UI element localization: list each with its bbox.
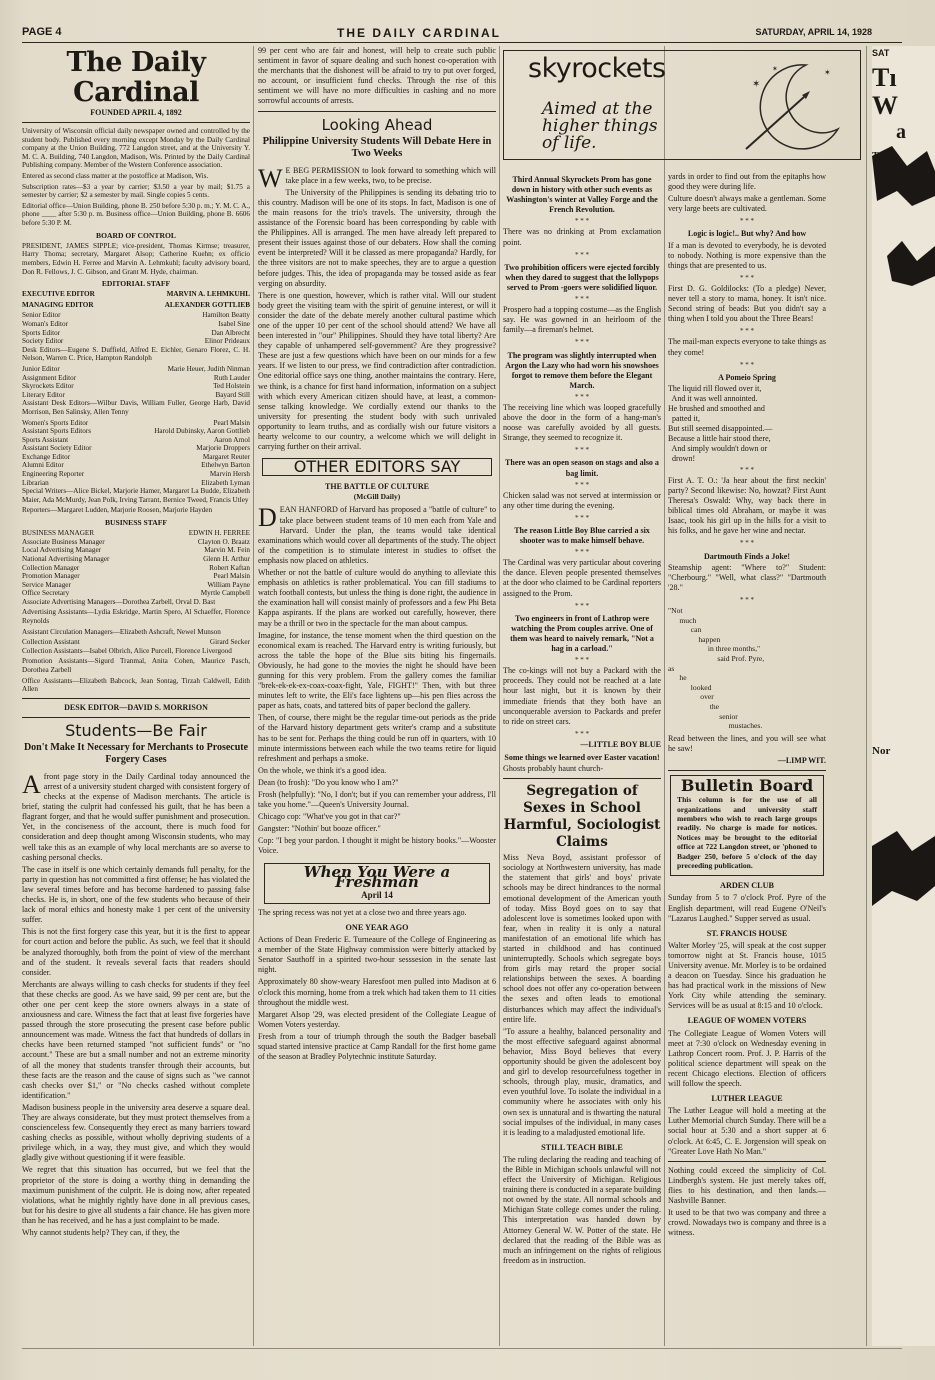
staff-row [22,419,250,428]
staff-role: Senior Editor [22,311,61,320]
separator: * * * [740,217,754,226]
staff-row [22,382,250,391]
staff-name: Marjorie Droppers [196,444,250,453]
divider [22,717,250,718]
staff-role: Sports Assistant [22,435,69,444]
staff-row [22,589,250,598]
edge-header: SAT [872,48,890,58]
staff-row [22,529,250,538]
staff-name: Harold Dubinsky, Aaron Gottlieb [154,427,250,436]
staff-row [22,581,250,590]
notice-heading: ST. FRANCIS HOUSE [706,928,788,938]
separator: * * * [740,327,754,336]
ato-joke: First A. T. O.: 'Ja hear about the first neckin' party? Second likewise: No, howzat? First Aunt Theresa's Oswald: Why, way back there in biblical times old Abraham, or maybe it was Isaac, took his girl up in the hills for a visit to his folks, and he gave her wine and nectar. [668,475,826,536]
skyrockets-item: The reason Little Boy Blue carried a six shooter was to make himself behave. [514,526,650,546]
staff-role: Women's Sports Editor [22,418,89,427]
masthead-title: The Daily Cardinal [66,47,206,108]
staff-name: William Payne [207,580,250,589]
staff-row [22,329,250,338]
business-heading: BUSINESS STAFF [104,518,168,528]
staff-role: Assistant Sports Editors [22,427,92,436]
other-para: Gangster: "Nothin' but booze officer." [258,824,381,834]
footer-rule [22,1348,902,1349]
skyrockets-item: Two prohibition officers were ejected forcibly when they dared to suggest that the lollypops served to Prom -goers were solidified liquor. [504,262,660,292]
staff-row [22,311,250,320]
staff-name: Isabel Sine [218,319,250,328]
other-para-0: DEAN HANFORD of Harvard has proposed a "battle of culture" to take place between student teams of 10 men each from Yale and Harvard. Under the plan, the teams would take identical examinations which would cover all departments of the study. The object of the competition is to stimulate interest in studies to offset the emphasis now placed on athletics. [258,503,496,565]
separator: * * * [575,338,589,347]
freshman-para: Approximately 80 show-weary Haresfoot men pulled into Madison at 6 o'clock this morning, home from a trek which had taken them to 11 cities throughout the middle west. [258,977,496,1007]
company-joke: It used to be that two was company and three a crowd. Nowadays two is company and three is a witness. [668,1208,826,1238]
students-headline: Students—Be Fair [65,720,207,740]
poem-head: A Pomeio Spring [718,372,776,382]
notice-heading: ARDEN CLUB [720,881,774,891]
skyrockets-item: The Cardinal was very particular about covering the dance. Eleven people presented themselves at the door who claimed to be Cardinal reporters assigned to the Prom. [503,558,661,598]
looking-para: The University of the Philippines is sending its debating trio to this country. Madison will be one of its stops. In fact, Madison is one of the main reasons for the trio's travels. The university, through the assistance of the Forensic board has been corresponding by cable with the Philippines. All is arranged. The men have already left prepared to present their issues against those of our debaters. How shall the coming event be interpreted? Will it be classed as mere propaganda? Hardly, for the three visitors are not to make speeches, they are to argue a question before judges. This, the idea of propaganda may be tossed aside as fear verging on absurdity. [258,187,496,288]
staff-role: Associate Business Manager [22,537,105,546]
students-para: Madison business people in the university area deserve a square deal. They are always considerate, but they must protect themselves from a conscienceless few. Consequently they erect as many barriers toward cashing checks as possible, without wholly depriving students of a privilege which, in a way, they must give, and which they would gladly give without questioning if it were feasible. [22,1102,250,1163]
skyrockets-item: Prospero had a topping costume—as the English say. He was gowned in an heirloom of the family—a fireman's helmet. [503,305,661,335]
staff-row [22,453,250,462]
divider [668,770,826,771]
promotion-assistants: Promotion Assistants—Sigurd Tranmal, Anita Cohen, Maurice Pasch, Dorothea Zarbell [22,657,250,675]
bible-heading: STILL TEACH BIBLE [541,1142,623,1152]
separator: * * * [575,729,589,738]
column-4 [668,172,826,1346]
staff-role: Promotion Manager [22,572,80,581]
skyrockets-item: Two engineers in front of Lathrop were watching the Prom couples arrive. One of them was heard to naively remark, "Not a hag in a carload." [510,613,654,654]
circulation-assistants: Assistant Circulation Managers—Elizabeth Ashcraft, Newel Munson [22,627,221,636]
staff-row [22,436,250,445]
dartmouth-joke: Steamship agent: "Where to?" Student: "Cherbourg." "Well, what class?" "Dartmouth '28." [668,562,826,592]
staff-name: Robert Kaftan [209,563,250,572]
staff-row [22,538,250,547]
skyrockets-item: The receiving line which was looped gracefully above the door in the form of a hang-man's noose was carefully avoided by all guests. Strange, they seemed to recognize it. [503,402,661,443]
edge-headline: Tı [872,63,897,93]
skyrockets-closing-text: Ghosts probably haunt church- [503,764,604,774]
skyrockets-item: The co-kings will not buy a Packard with the proceeds. They could not be reached at a late hour last night, but it is known by their immediate friends that they both have an unconquerable aversion to Packards and prefer to ride on street cars. [503,666,661,726]
svg-text:✶: ✶ [772,65,778,73]
divider [258,111,496,112]
staff-row [22,564,250,573]
skyrockets-closing: Some things we learned over Easter vacation! [504,752,660,762]
separator: * * * [575,601,589,610]
staff-name: Pearl Malsin [213,418,250,427]
staff-name: Hamilton Beatty [202,311,250,320]
freshman-headline: When You Were a Freshman [303,862,451,891]
edge-subhead: Nor [872,745,891,757]
header-rule [22,42,902,43]
bulletin-title: Bulletin Board [680,776,814,795]
skyrockets-title: skyrockets [528,53,666,84]
mailman-joke: The mail-man expects everyone to take things as they come! [668,337,826,357]
separator: * * * [740,273,754,282]
other-para: Whether or not the battle of culture would do anything to alleviate this emphasis on athletics is rather problematical. You can fill stadiums to watch football contests, but unless the thing is done right, the audience in the examination hall will consist mainly of professors and a few Phi Beta Kappa aspirants. If the plans are worked out carefully, however, there may be a thrill or two in the spectacle for the man about campus. [258,568,496,628]
skyrockets-signature: —LITTLE BOY BLUE [580,739,661,749]
editorial-heading: EDITORIAL STAFF [101,279,171,289]
editorial-rows [22,311,250,345]
next-page-edge [872,46,935,1346]
segregation-para: "To assure a healthy, balanced personality and the most effective safeguard against abnormal behavior, Miss Boyd believes that every opportunity should be given the adolescent boy and girl to develop resourcefulness together in schools, through play, music, dramatics, and even youthful love. To isolate the individual in a community where he associates with only his own sex is unnatural and is thwarting the natural social impulses of the individual, in many cases it is leading to a maladjusted emotional life. [503,1026,661,1137]
students-para: This is not the first forgery case this year, but it is the first to appear for court action and before the public. As such, we feel that it should be analyzed thoroughly, both from the point of view of the merchant and of the student. It reveals several facts that readers should consider. [22,927,250,977]
freshman-heading: ONE YEAR AGO [345,922,409,932]
column-3 [503,172,661,1346]
skyrockets-item: Third Annual Skyrockets Prom has gone down in history with other such events as Washington's winter at Valley Forge and the French Revolution. [506,175,658,215]
staff-row [22,461,250,470]
separator: * * * [575,513,589,522]
staff-role: Office Secretary [22,589,70,598]
poem-text: The liquid rill flowed over it, And it was well annointed. He brushed and smoothed and patted it, But still seemed disappointed.— Because a little hair stood there, And simply wouldn't down or drown! [668,383,773,463]
staff-name: Myrtle Campbell [200,589,250,598]
other-para: On the whole, we think it's a good idea. [258,765,387,775]
other-subheadline: THE BATTLE OF CULTURE [325,482,429,492]
other-para: Cop: "I beg your pardon. I thought it might be history books."—Wooster Voice. [258,836,496,856]
staff-row [22,374,250,383]
masthead-offices: Editorial office—Union Building, phone B. 250 before 5:30 p. m.; Y. M. C. A., phone ____ after 5:30 p. m. Business office—Union Building, phone B. 6606 before 5:30 P. M. [22,201,250,228]
drop-cap: A [22,769,41,799]
notice-text: Sunday from 5 to 7 o'clock Prof. Pyre of the English department, will read Eugene O'Neil's "Lazarus Laughed." Supper served as usual. [668,893,826,923]
staff-role: Junior Editor [22,364,60,373]
column-1 [22,46,250,1346]
read-lines: Read between the lines, and you will see what he saw! [668,733,826,753]
notice-text: The Collegiate League of Women Voters will meet at 7:30 o'clock on Wednesday evening in Lathrop Concert room. Prof. J. P. Harris of the political science department will speak on the recent Chicago elections. Election of officers will follow the speech. [668,1028,826,1089]
notice-text: The Luther League will hold a meeting at the Luther Memorial church Sunday. There will be a social hour at 5:30 and a short supper at 6 o'clock. At 6:45, C. E. Jorgension will speak on "Greater Love Hath No Man." [668,1106,826,1156]
staff-role: Local Advertising Manager [22,546,102,555]
staff-role: National Advertising Manager [22,554,110,563]
staff-role: Literary Editor [22,390,65,399]
masthead-subscription: Subscription rates—$3 a year by carrier; $3.50 a year by mail; $1.75 a semester by carrier; $2 a semester by mail. Single copies 5 cents. [22,182,250,200]
desk-editors: Desk Editors—Eugene S. Duffield, Alfred E. Eichler, Genaro Florez, C. H. Nelson, Warren C. Price, Hampton Randolph [22,345,250,363]
staff-name: Ethelwyn Barton [201,461,250,470]
staff-name: Marvin M. Fein [204,546,250,555]
freshman-para: Actions of Dean Frederic E. Turneaure of the College of Engineering as a member of the State Highway commission were bitterly attacked by Senator Sauthoff in a spirited two-hour sesssesion in the senate last night. [258,935,496,975]
separator: * * * [740,595,754,604]
staff-name: Marvin Hersh [209,470,250,479]
students-para: Why cannot students help? They can, if they, the [22,1228,180,1238]
staff-row [22,444,250,453]
staff-role: Skyrockets Editor [22,382,74,391]
crescent-moon-icon [736,57,846,155]
skyrockets-banner [503,50,861,168]
staff-role: Service Manager [22,580,71,589]
desk-editor-line: DESK EDITOR—DAVID S. MORRISON [64,702,208,712]
advertising-assistants: Advertising Assistants—Lydia Eskridge, Martin Spero, Al Schaeffer, Florence Reynolds [22,608,250,626]
staff-name: Clayton O. Braatz [197,537,250,546]
lindbergh-joke: Nothing could exceed the simplicity of Col. Lindbergh's system. He just merely takes off, flies to his destination, and then lands.—Nashville Banner. [668,1165,826,1205]
staff-row [22,479,250,488]
separator: * * * [575,480,589,489]
staff-row [22,546,250,555]
masthead-entered: Entered as second class matter at the postoffice at Madison, Wis. [22,172,209,181]
staff-row: Collection Assistant Girard Secker [22,638,250,647]
bible-para: The ruling declaring the reading and teaching of the Bible in Michigan schools unlawful will not effect the University of Michigan. Religious training there is conducted in a separate building not owned by the state. All normal schools and Michigan State college comes under the ruling. This interpretation was handed down by Attorney General W. W. Potter of the state. He declared that the reading of the Bible was as much an infringement on the rights of religious freedom as in instruction. [503,1154,661,1265]
masthead-founded: FOUNDED APRIL 4, 1892 [90,108,182,117]
skyrockets-items [503,175,661,739]
skyrockets-cont: yards in order to find out from the epitaphs how good they were during life. [668,172,826,192]
bulletin-notices [668,881,826,1156]
assistant-desk-editors: Assistant Desk Editors—Wilbur Davis, William Fuller, George Harb, David Morrison, Ben Salinsky, Allen Tenny [22,399,250,416]
students-para: We regret that this situation has occurred, but we feel that the proprietor of the store is doing a worthy thing in demanding the maximum punishment of the culprit. He is doing now, after repeated violations, what he mightly rightly have done in all previous cases, but for his desire to give all students a fair chance. He has given more than he has received, and he has a just complaint to be made. [22,1165,250,1225]
other-para: Dean (to frosh): "Do you know who I am?" [258,777,399,787]
students-para: The case in itself is one which certainly demands full penalty, for the party in question has not committed a first offense; he has violated the law several times before and has become hardened to passing false checks. He is, in short, one of the few students who because of their lack of moral ethics and honesty make 1 per cent of the university suffer. [22,864,250,925]
separator: * * * [575,548,589,557]
segregation-para: Miss Neva Boyd, assistant professor of sociology at Northwestern university, has made the statement that girls' and boys' private schools may be direct hindrances to the normal emotional development of the American youth of today. Miss Boyd goes on to say that adolescent love is sometimes looked upon with fear, when in reality it is only a natural manifestation of an emotional life which has started in childhood and has continued uninterruptedly. Schools which segregate boys from girls may retard the proper social relationships between the sexes. A boarding school does not offer any co-operation between the sexes and often leads to emotional disturbances which may affect the individual's entire life. [503,853,661,1024]
other-para: Chicago cop: "What've you got in that car?" [258,812,401,822]
reporters: Reporters—Margaret Ludden, Marjorie Roosen, Marjorie Hayden [22,506,213,515]
staff-role: Sports Editor [22,328,61,337]
drop-cap: D [258,503,277,533]
svg-text:✶: ✶ [824,68,831,77]
goldilocks-joke: First D. G. Goldilocks: (To a pledge) Never, never tell a story to mama, honey. It isn't nice. Second string of beads: But you didn't say a thing when I told you about the Three Bears! [668,283,826,324]
culture-joke: Culture doesn't always make a gentleman. Some very large beets are cultivated. [668,194,826,214]
skyrockets-tagline: Aimed at the higher things of life. [542,99,658,153]
staff-name: Pearl Malsin [213,572,250,581]
skyrockets-item: The program was slightly interrupted when Argon the Lazy who had worn his snowshoes forgot to remove them before the Elegant March. [505,350,659,390]
separator: * * * [575,392,589,401]
staff-role: Assignment Editor [22,373,77,382]
freshman-date: April 14 [361,889,393,900]
staff-row [22,555,250,564]
students-para-0: Afront page story in the Daily Cardinal today announced the arrest of a university student charged with consistent forgery of checks at the expense of Madison merchants. The article is brief, stating the culprit had confessed his guilt, that he has been a flagrant forger, and that he would suffer punishment and prosecution. Yet, in the conciseness of the account, there is much food for consideration and deep thought among Wisconsin students, who may well take this as an example of why local merchants are so averse to cashing personal checks. [22,769,250,862]
staff-row [22,391,250,400]
torn-paper-shape [872,816,935,936]
separator: * * * [575,250,589,259]
students-para: Merchants are always willing to cash checks for students if they feel that these checks are good. As we have said, 99 per cent are, but the other one per cent keep the store owners always in a state of anxiousness and care. Witness the fact that at least five forgeries have passed through the store prosecuting the present case before public announcement was made. Witness the fact that hundreds of dollars in checks have been returned stamped "not sufficient funds" or "no account." These are but a small number and not an extreme minority of all the money that students transfer through their accounts, but these facts are the reason and the cause of signs such as "we cannot cash checks over $1," or "No checks cashed without complete identification." [22,979,250,1100]
column-divider [664,46,665,1346]
staff-role: BUSINESS MANAGER [22,529,95,538]
office-assistants: Office Assistants—Elizabeth Babcock, Jean Sontag, Tirzah Caldwell, Edith Allen [22,676,250,694]
business-rows [22,529,250,598]
divider [668,1161,826,1162]
masthead-intro: University of Wisconsin official daily newspaper owned and controlled by the student body. Published every morning except Monday by the Daily Cardinal company at the Union Building, 772 Langdon street, and at the University Y. M. C. A. Building, 740 Langdon, Madison, Wis. Printed by the Daily Cardinal Publishing company. Member of the Western Conference association. [22,127,250,170]
staff-name: Aaron Arnol [213,435,250,444]
other-para: Then, of course, there might be the regular time-out periods as the pride of the Harvard history department gets writer's cramp and a substitute has to be sent for. Perhaps the thing could be run off in quarters, with 10 minute intermissions between each while the two teams retire for liquid refreshment and perhaps a smoke. [258,713,496,763]
notice-text: Walter Morley '25, will speak at the cost supper tomorrow night at St. Francis house, 1015 University avenue. Mr. Morley is to be ordained a deacon on Tuesday. Since his graduation he has had practical work in the missions of New York City while attending the seminary. Services will be as usual at 8:15 and 10 o'clock. [668,940,826,1011]
freshman-intro: The spring recess was not yet at a close two and three years ago. [258,907,467,917]
separator: * * * [740,539,754,548]
drop-cap: W [258,163,283,193]
separator: * * * [740,465,754,474]
associate-advertising: Associate Advertising Managers—Dorothea Zarbell, Orval D. Bast [22,597,216,606]
freshman-para: Fresh from a tour of triumph through the south the Badger baseball squad started intensive practice at Camp Randall for the first home game of the season at Bradley Polytechnic institute Saturday. [258,1031,496,1062]
column-divider [499,46,500,1346]
staff-role: Exchange Editor [22,452,71,461]
editorial-rows-2 [22,365,250,399]
separator: * * * [575,217,589,226]
staff-row: EXECUTIVE EDITOR MARVIN A. LEHMKUHL [22,290,250,299]
staff-role: Alumni Editor [22,461,64,470]
torn-paper-shape [872,136,935,296]
staff-name: Ruth Lauder [213,373,250,382]
students-continuation: 99 per cent who are fair and honest, will help to create such public sentiment in favor of square dealing and such honest co-operation with the merchants that the dishonest will be afraid to try to put over forged, no account, or insufficient fund checks. Through the rise of this sentiment we will have no more difficulties in cashing and no more sorrowful accounts of arrests. [258,46,496,106]
staff-name: Margaret Reuter [202,452,250,461]
staff-row [22,427,250,436]
separator: * * * [575,295,589,304]
staff-row [22,337,250,346]
paper-name: THE DAILY CARDINAL [337,26,502,40]
separator: * * * [575,446,589,455]
looking-subheadline: Philippine University Students Will Debate Here in Two Weeks [262,135,492,159]
freshman-para: Margaret Alsop '29, was elected president of the Collegiate League of Women Voters yesterday. [258,1009,496,1029]
column-divider [253,46,254,1346]
staff-name: Dan Albrecht [211,328,250,337]
separator: * * * [575,656,589,665]
staff-name: Elizabeth Lyman [201,478,250,487]
other-editors-headline: OTHER EDITORS SAY [262,458,492,476]
column-2 [258,46,496,1346]
staff-name: Glenn H. Arthur [203,554,250,563]
segregation-headline: Segregation of Sexes in School Harmful, Sociologist Claims [503,783,661,851]
logic-head: Logic is logic!.. But why? And how [687,229,807,239]
issue-date: SATURDAY, APRIL 14, 1928 [755,27,872,37]
staff-row [22,572,250,581]
page-number: PAGE 4 [22,26,62,38]
staff-row [22,365,250,374]
staff-role: Engineering Reporter [22,470,85,479]
edge-headline: W [872,91,898,121]
svg-text:✶: ✶ [752,79,761,90]
staff-name: Bayard Still [215,390,250,399]
notice-heading: LUTHER LEAGUE [711,1094,783,1104]
staff-role: Society Editor [22,337,64,346]
staff-name: Ted Holstein [213,382,250,391]
freshman-box [264,863,490,904]
staff-role: Librarian [22,478,49,487]
divider [22,698,250,699]
control-text: PRESIDENT, JAMES SIPPLE; vice-president, Thomas Kirmse; treasurer, Harry Thoma; secretary, Margaret Alsop; Catherine Kuehn; ex officio members, Edwin H. Ferree and Marvin A. Lehmkuhl; faculty advisory board, Don R. Fellows, J. C. Gibson, and Grant M. Hyde, chairman. [22,241,250,276]
bulletin-intro: This column is for the use of all organizations and university staff members who wish to reach large groups readily. No charge is made for notices. Notices may be brought to the editorial office at 722 Langdon street, or 'phoned to Badger 250, before 5 o'clock of the day preceeding publication. [677,795,817,870]
limp-wit-signature: —LIMP WIT. [777,755,826,765]
staff-role: Assistant Society Editor [22,444,92,453]
page-header [22,26,892,42]
staff-row [22,470,250,479]
divider [22,122,250,123]
staff-row: MANAGING EDITOR ALEXANDER GOTTLIEB [22,300,250,309]
looking-para: There is one question, however, which is rather vital. Will our student body greet the visiting team with the spirit of genuine interest, or will it consider the date of the debate merely another cultural pastime which one of the upper 10 per cent of the school should attend? We have all been interested in "our" Philippines. Should they have total liberty? Are they capable of unhampered self-government? Are they progressive? These are just a few questions which have been on our minds for a few years. If we listen to our press, we find contradiction after contradiction. One editorial office says one thing, another maintains the contrary. Here, we think, is a chance for first hand information, information on a subject with which every American citizen should have, at least, a common-sense talking knowledge. We cordially extend our thanks to the university for presenting the student body with such unrivaled opportunity to learn truths, and as cordially wish our future visitors a hearty welcome to our country, a welcome which we will delight in carrying further on their arrival. [258,290,496,452]
staff-name: Elinor Prideaux [204,337,250,346]
staff-name: EDWIN H. FERREE [188,529,250,538]
control-heading: BOARD OF CONTROL [96,230,176,240]
looking-para-0: W E BEG PERMISSION to look forward to something which will take place in a few weeks, two, to be precise. [258,163,496,193]
edge-headline: a [896,121,906,144]
special-writers: Special Writers—Alice Bickel, Marjorie Hamer, Margaret La Budde, Elizabeth Maier, Ada McMurdy, Jean Polk, Irving Tarrant, Bernice Tweed, Francis Utley [22,487,250,504]
column-divider [866,46,867,1346]
other-para: Imagine, for instance, the tense moment when the third question on the economical exam is reached. The Harvard entry is writing furiously, but across the table the hope of the Blue sits biting his fingernails. Obviously, he had gone to the movies the night he should have been gunning for this very problem. From the gallery comes the familiar "brek-ek-ek-ex-coax-coax-fight, Yale, FIGHT!" Then, with but three minutes left to write, the Eli's face lightens up—his pen flies across the paper as hats, coats, and tattered bits of paper beclond the gallery. [258,630,496,711]
bulletin-board-box [670,775,824,876]
students-subheadline: Don't Make It Necessary for Merchants to Prosecute Forgery Cases [23,741,249,765]
dartmouth-head: Dartmouth Finds a Joke! [703,551,790,561]
notice-heading: LEAGUE OF WOMEN VOTERS [687,1016,807,1026]
looking-headline: Looking Ahead [321,115,433,134]
skyrockets-item: Chicken salad was not served at intermission or any other time during the evening. [503,490,661,510]
skyrockets-item: There was no drinking at Prom exclamation point. [503,227,661,247]
staff-name: Marie Heuer, Judith Ninman [167,364,250,373]
divider [503,778,661,779]
editorial-rows-3 [22,419,250,488]
staff-row [22,320,250,329]
skyrockets-item: There was an open season on stags and also a bag limit. [505,458,659,478]
collection-assistants: Collection Assistants—Isabel Olbrich, Alice Purcell, Florence Livergood [22,646,232,655]
mustache-verse: "Not much can happen in three months," said Prof. Pyre, as he looked over the senior mustaches. [668,606,765,731]
logic-text: If a man is devoted to everybody, he is devoted to nobody. Nothing is more expensive than the things that are presented to us. [668,240,826,270]
staff-role: Collection Manager [22,563,80,572]
separator: * * * [740,360,754,369]
staff-role: Woman's Editor [22,319,69,328]
other-source: (McGill Daily) [353,492,401,502]
other-para: Frosh (helpfully): "No, I don't; but if you can remember your address, I'll take you home."—Queen's University Journal. [258,790,496,810]
